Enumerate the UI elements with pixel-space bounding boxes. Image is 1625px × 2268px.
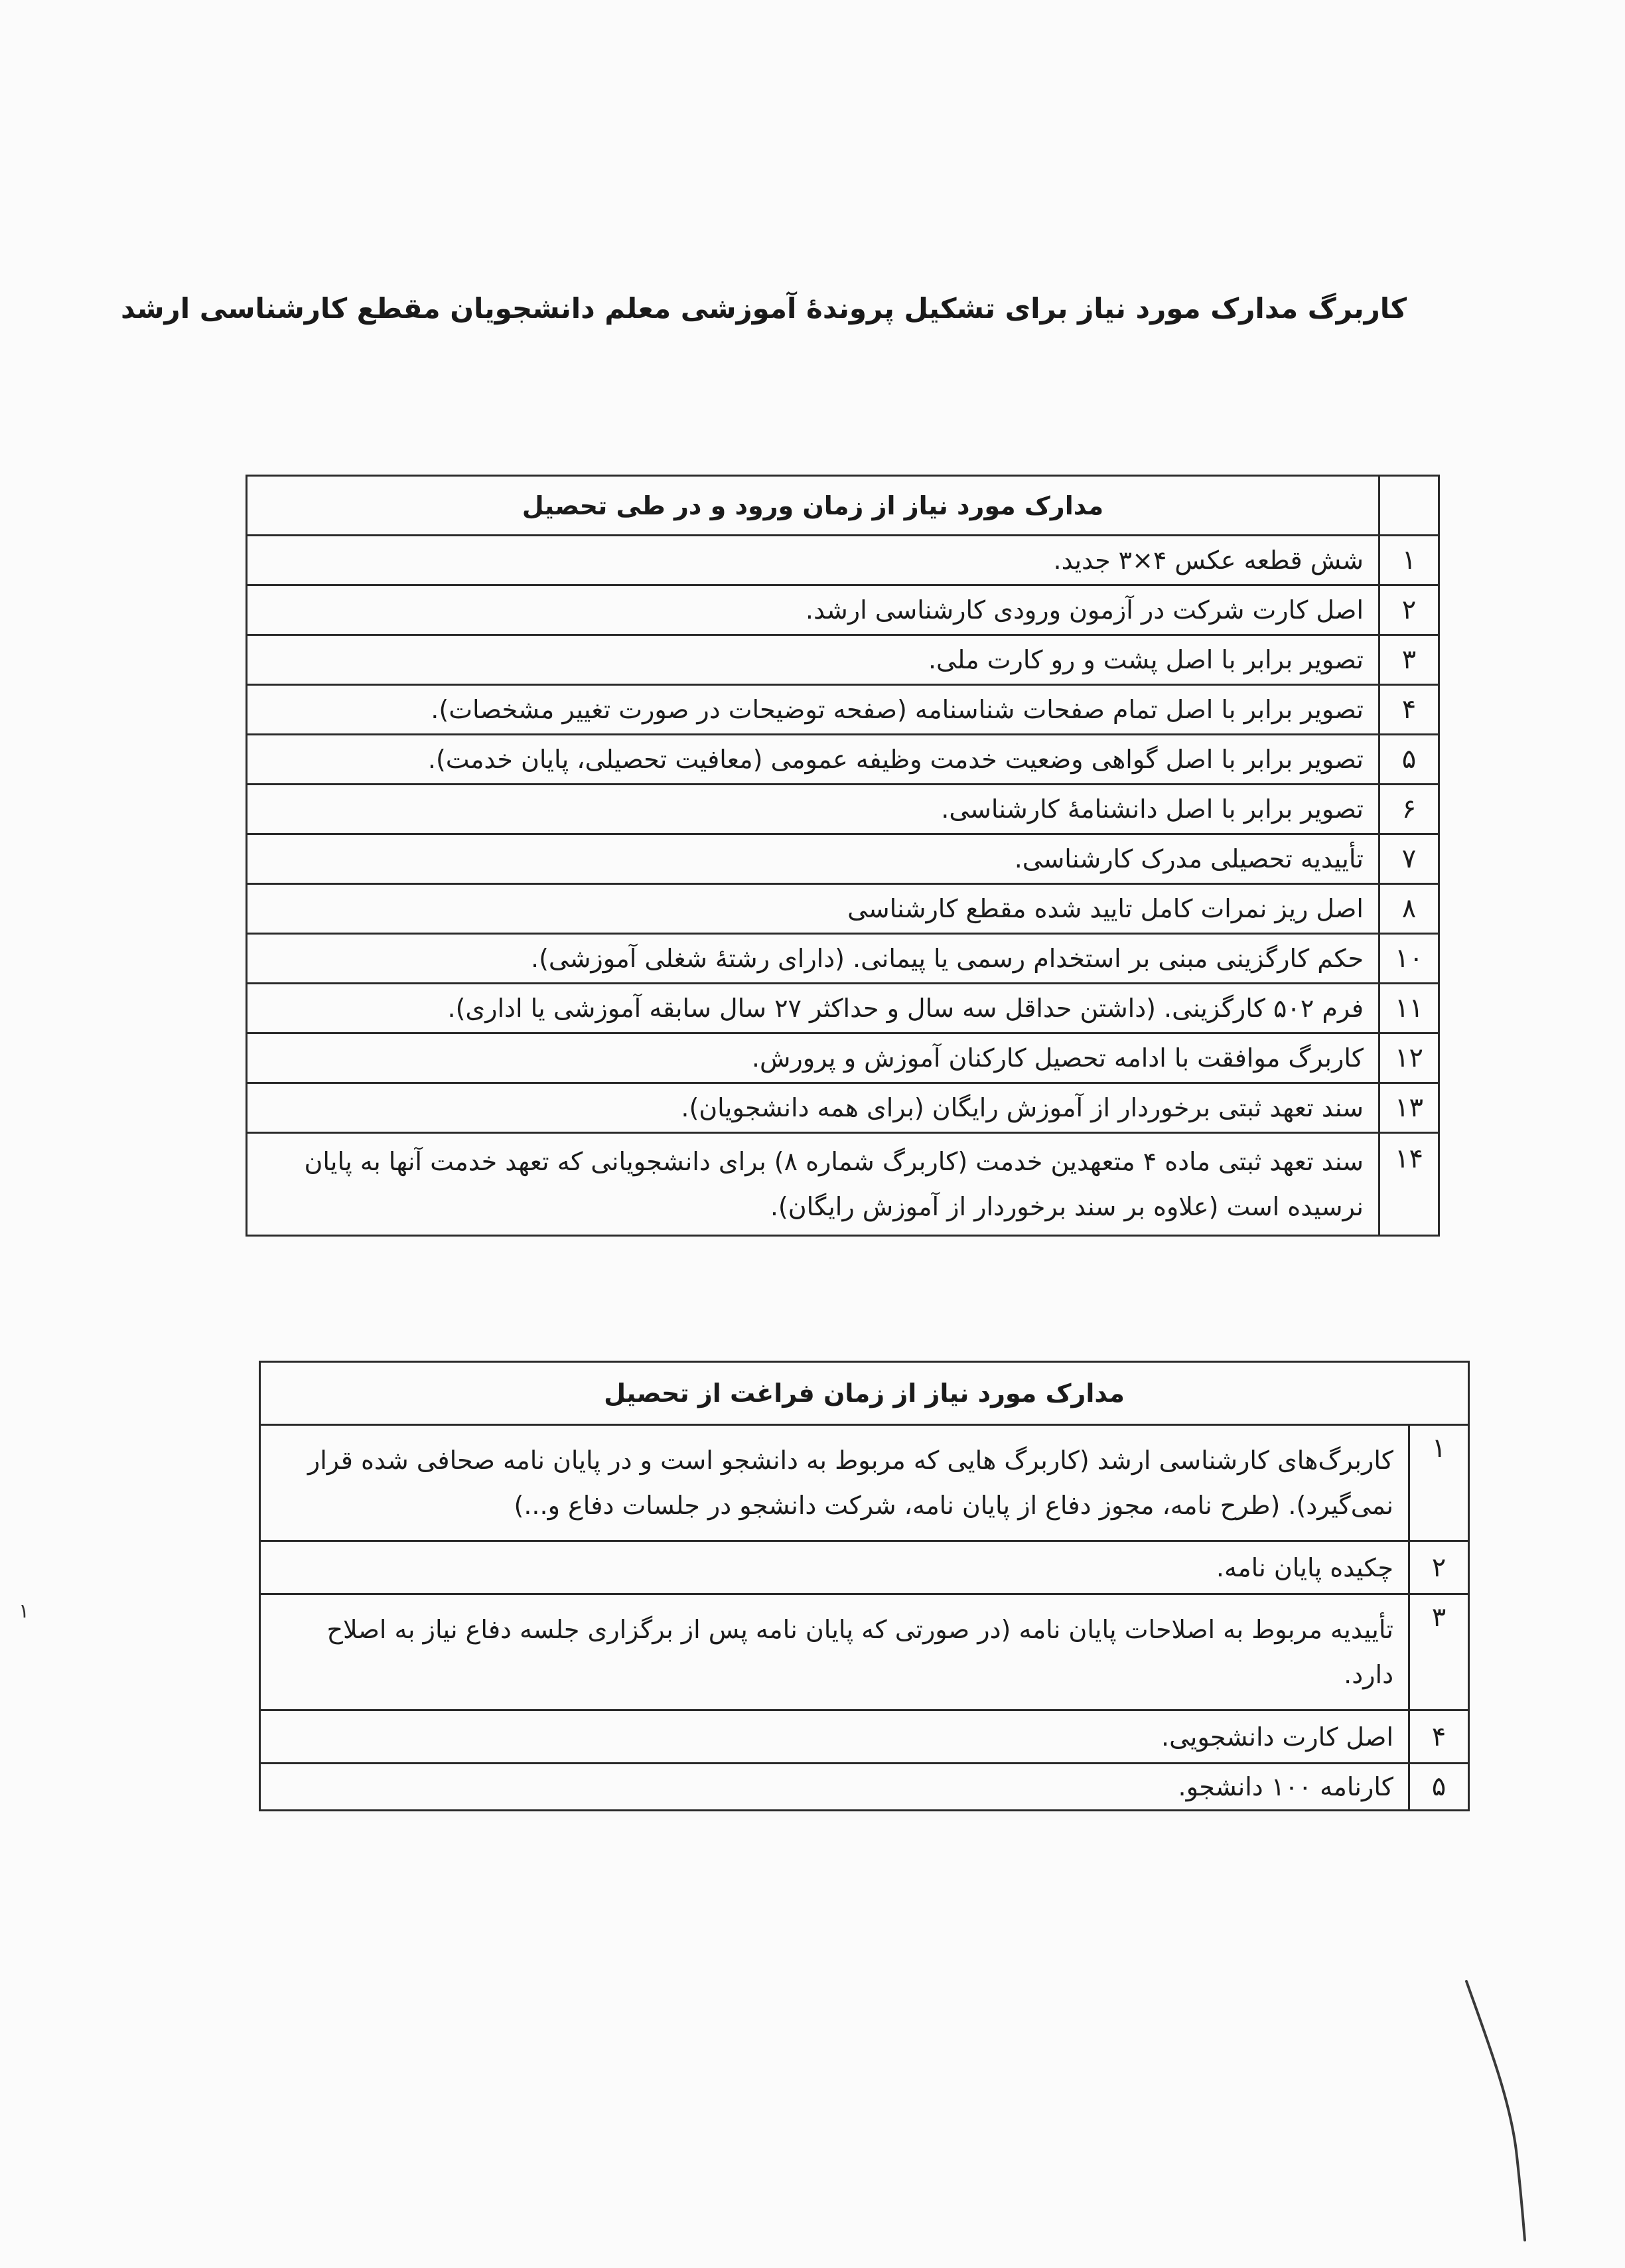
- row-text: تأییدیه مربوط به اصلاحات پایان نامه (در صورتی که پایان نامه پس از برگزاری جلسه دفاع نیاز به اصلاح دارد.: [260, 1594, 1409, 1710]
- row-text: کاربرگ‌های کارشناسی ارشد (کاربرگ هایی که مربوط به دانشجو است و در پایان نامه صحافی شده قرار نمی‌گیرد). (طرح نامه، مجوز دفاع از پایان نامه، شرکت دانشجو در جلسات دفاع و...): [260, 1425, 1409, 1541]
- row-number: ۱: [1379, 536, 1439, 585]
- row-number: ۳: [1379, 635, 1439, 685]
- row-number: ۱۱: [1379, 984, 1439, 1033]
- table-row: [260, 1594, 1469, 1710]
- row-number: ۵: [1409, 1764, 1469, 1811]
- row-text: چکیده پایان نامه.: [260, 1541, 1409, 1594]
- table-row: [247, 635, 1439, 685]
- table-row: [247, 685, 1439, 735]
- row-text: اصل کارت شرکت در آزمون ورودی کارشناسی ارشد.: [247, 585, 1379, 635]
- header-number-cell: [1379, 476, 1439, 536]
- table-row: [260, 1710, 1469, 1764]
- table-header-row: [247, 476, 1439, 536]
- row-number: ۱: [1409, 1425, 1469, 1541]
- table-row: [247, 536, 1439, 585]
- row-text: حکم کارگزینی مبنی بر استخدام رسمی یا پیمانی. (دارای رشتۀ شغلی آموزشی).: [247, 934, 1379, 984]
- row-number: ۳: [1409, 1594, 1469, 1710]
- row-number: ۴: [1409, 1710, 1469, 1764]
- table-row: [247, 884, 1439, 934]
- graduation-documents-table: [259, 1361, 1470, 1811]
- table-row: [260, 1541, 1469, 1594]
- table-row: [260, 1425, 1469, 1541]
- row-text: فرم ۵۰۲ کارگزینی. (داشتن حداقل سه سال و حداکثر ۲۷ سال سابقه آموزشی یا اداری).: [247, 984, 1379, 1033]
- table-header: مدارک مورد نیاز از زمان ورود و در طی تحصیل: [247, 476, 1379, 536]
- row-number: ۱۰: [1379, 934, 1439, 984]
- row-text: تصویر برابر با اصل دانشنامۀ کارشناسی.: [247, 785, 1379, 834]
- row-number: ۸: [1379, 884, 1439, 934]
- pen-stroke-mark: [1460, 1978, 1539, 2243]
- row-text: کاربرگ موافقت با ادامه تحصیل کارکنان آموزش و پرورش.: [247, 1033, 1379, 1083]
- table-header: مدارک مورد نیاز از زمان فراغت از تحصیل: [260, 1362, 1469, 1425]
- row-number: ۱۳: [1379, 1083, 1439, 1133]
- row-number: ۱۲: [1379, 1033, 1439, 1083]
- row-number: ۱۴: [1379, 1133, 1439, 1236]
- row-number: ۲: [1379, 585, 1439, 635]
- row-text: تصویر برابر با اصل تمام صفحات شناسنامه (صفحه توضیحات در صورت تغییر مشخصات).: [247, 685, 1379, 735]
- row-number: ۲: [1409, 1541, 1469, 1594]
- row-text: کارنامه ۱۰۰ دانشجو.: [260, 1764, 1409, 1811]
- table-row: [247, 735, 1439, 785]
- row-text: اصل کارت دانشجویی.: [260, 1710, 1409, 1764]
- table-row: [247, 984, 1439, 1033]
- table-row: [247, 785, 1439, 834]
- table-row: [247, 585, 1439, 635]
- row-number: ۶: [1379, 785, 1439, 834]
- row-text: تصویر برابر با اصل پشت و رو کارت ملی.: [247, 635, 1379, 685]
- row-number: ۴: [1379, 685, 1439, 735]
- row-text: شش قطعه عکس ۴×۳ جدید.: [247, 536, 1379, 585]
- table-row: [247, 934, 1439, 984]
- row-text: تصویر برابر با اصل گواهی وضعیت خدمت وظیفه عمومی (معافیت تحصیلی، پایان خدمت).: [247, 735, 1379, 785]
- row-number: ۷: [1379, 834, 1439, 884]
- row-text: سند تعهد ثبتی ماده ۴ متعهدین خدمت (کاربرگ شماره ۸) برای دانشجویانی که تعهد خدمت آنها به پایان نرسیده است (علاوه بر سند برخوردار از آموزش رایگان).: [247, 1133, 1379, 1236]
- table-row: [247, 1133, 1439, 1236]
- table-header-row: [260, 1362, 1469, 1425]
- row-text: اصل ریز نمرات کامل تایید شده مقطع کارشناسی: [247, 884, 1379, 934]
- row-number: ۵: [1379, 735, 1439, 785]
- page-title: کاربرگ مدارک مورد نیاز برای تشکیل پروندۀ آموزشی معلم دانشجویان مقطع کارشناسی ارشد: [120, 292, 1407, 325]
- table-row: [247, 1083, 1439, 1133]
- table-row: [260, 1764, 1469, 1811]
- row-text: تأییدیه تحصیلی مدرک کارشناسی.: [247, 834, 1379, 884]
- table-row: [247, 1033, 1439, 1083]
- margin-page-mark: ۱: [19, 1600, 30, 1623]
- row-text: سند تعهد ثبتی برخوردار از آموزش رایگان (برای همه دانشجویان).: [247, 1083, 1379, 1133]
- entry-documents-table: [246, 475, 1440, 1237]
- table-row: [247, 834, 1439, 884]
